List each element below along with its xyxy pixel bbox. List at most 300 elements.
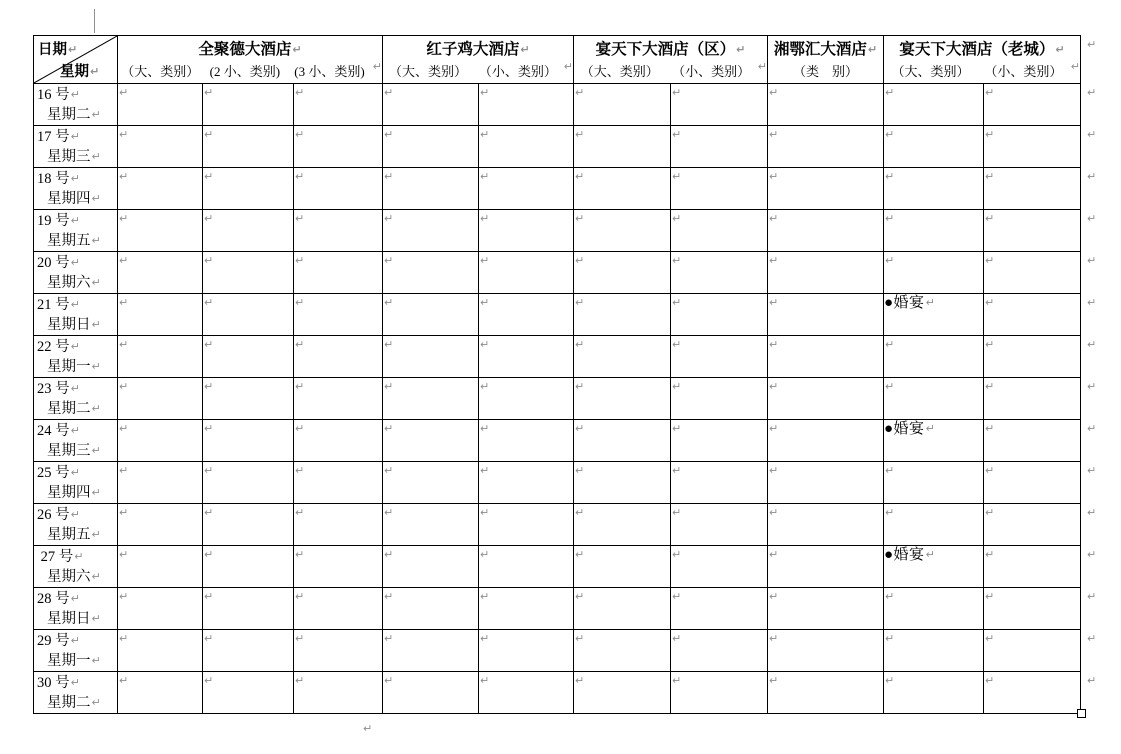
empty-booking-cell[interactable] xyxy=(768,630,884,672)
empty-booking-cell[interactable] xyxy=(671,504,768,546)
empty-booking-cell[interactable] xyxy=(984,420,1081,462)
paragraph-mark-icon: ↵ xyxy=(885,590,895,603)
paragraph-mark-icon: ↵ xyxy=(204,506,214,519)
paragraph-mark-icon: ↵ xyxy=(70,676,80,689)
empty-booking-cell[interactable] xyxy=(203,294,294,336)
empty-booking-cell[interactable] xyxy=(671,336,768,378)
empty-booking-cell[interactable] xyxy=(768,210,884,252)
empty-booking-cell[interactable] xyxy=(294,588,383,630)
empty-booking-cell[interactable] xyxy=(984,294,1081,336)
paragraph-mark-icon: ↵ xyxy=(295,338,305,351)
empty-booking-cell[interactable] xyxy=(294,462,383,504)
empty-booking-cell[interactable] xyxy=(671,420,768,462)
empty-booking-cell[interactable] xyxy=(294,84,383,126)
empty-booking-cell[interactable] xyxy=(574,588,671,630)
empty-booking-cell[interactable] xyxy=(203,210,294,252)
empty-booking-cell[interactable] xyxy=(118,462,203,504)
subcategory-label: （小、类别） xyxy=(672,64,751,79)
paragraph-mark-icon: ↵ xyxy=(295,464,305,477)
weekday-label: 星期二↵ xyxy=(47,695,101,711)
empty-booking-cell[interactable] xyxy=(118,84,203,126)
empty-booking-cell[interactable] xyxy=(294,378,383,420)
empty-booking-cell[interactable] xyxy=(203,84,294,126)
paragraph-mark-icon: ↵ xyxy=(119,506,129,519)
paragraph-mark-icon: ↵ xyxy=(769,170,779,183)
empty-booking-cell[interactable] xyxy=(768,84,884,126)
paragraph-mark-icon: ↵ xyxy=(769,422,779,435)
empty-booking-cell[interactable] xyxy=(768,420,884,462)
paragraph-mark-icon: ↵ xyxy=(480,548,490,561)
empty-booking-cell[interactable] xyxy=(294,294,383,336)
empty-booking-cell[interactable] xyxy=(203,546,294,588)
paragraph-mark-icon: ↵ xyxy=(204,338,214,351)
paragraph-mark-icon: ↵ xyxy=(295,380,305,393)
empty-booking-cell[interactable] xyxy=(984,546,1081,588)
schedule-table[interactable] xyxy=(33,35,1111,714)
paragraph-mark-icon: ↵ xyxy=(925,548,935,561)
paragraph-mark-icon: ↵ xyxy=(480,254,490,267)
paragraph-mark-icon: ↵ xyxy=(204,548,214,561)
empty-booking-cell[interactable] xyxy=(294,546,383,588)
empty-booking-cell[interactable] xyxy=(984,126,1081,168)
paragraph-mark-icon: ↵ xyxy=(1087,421,1097,435)
date-cell[interactable] xyxy=(34,588,118,630)
weekday-label: 星期五↵ xyxy=(47,233,101,249)
empty-booking-cell[interactable] xyxy=(671,210,768,252)
empty-booking-cell[interactable] xyxy=(479,462,574,504)
empty-booking-cell[interactable] xyxy=(479,504,574,546)
end-of-row-mark xyxy=(1081,630,1111,672)
paragraph-mark-icon: ↵ xyxy=(1087,37,1097,51)
paragraph-mark-icon: ↵ xyxy=(985,86,995,99)
paragraph-mark-icon: ↵ xyxy=(885,128,895,141)
paragraph-mark-icon: ↵ xyxy=(769,548,779,561)
empty-booking-cell[interactable] xyxy=(118,168,203,210)
empty-booking-cell[interactable] xyxy=(574,378,671,420)
empty-booking-cell[interactable] xyxy=(671,126,768,168)
empty-booking-cell[interactable] xyxy=(768,588,884,630)
empty-booking-cell[interactable] xyxy=(574,84,671,126)
empty-booking-cell[interactable] xyxy=(884,252,984,294)
empty-booking-cell[interactable] xyxy=(884,462,984,504)
hotel-name: 宴天下大酒店（老城）↵ xyxy=(899,41,1065,58)
paragraph-mark-icon: ↵ xyxy=(295,296,305,309)
paragraph-mark-icon: ↵ xyxy=(91,360,101,373)
empty-booking-cell[interactable] xyxy=(884,672,984,714)
hotel-header-2[interactable] xyxy=(383,36,574,84)
hotel-header-4[interactable] xyxy=(768,36,884,84)
empty-booking-cell[interactable] xyxy=(671,294,768,336)
empty-booking-cell[interactable] xyxy=(383,252,479,294)
date-label: 18 号↵ xyxy=(37,171,80,187)
empty-booking-cell[interactable] xyxy=(984,504,1081,546)
weekday-label: 星期二↵ xyxy=(47,107,101,123)
paragraph-mark-icon: ↵ xyxy=(885,506,895,519)
paragraph-mark-icon: ↵ xyxy=(119,590,129,603)
empty-booking-cell[interactable] xyxy=(984,672,1081,714)
empty-booking-cell[interactable] xyxy=(984,588,1081,630)
empty-booking-cell[interactable] xyxy=(118,504,203,546)
empty-booking-cell[interactable] xyxy=(479,126,574,168)
empty-booking-cell[interactable] xyxy=(294,126,383,168)
table-row xyxy=(34,546,1111,588)
hotel-name: 红子鸡大酒店↵ xyxy=(426,41,530,58)
weekday-label: 星期二↵ xyxy=(47,401,101,417)
empty-booking-cell[interactable] xyxy=(118,336,203,378)
empty-booking-cell[interactable] xyxy=(984,630,1081,672)
paragraph-mark-icon: ↵ xyxy=(91,108,101,121)
empty-booking-cell[interactable] xyxy=(294,336,383,378)
weekday-label: 星期三↵ xyxy=(47,149,101,165)
paragraph-mark-icon: ↵ xyxy=(985,170,995,183)
empty-booking-cell[interactable] xyxy=(203,672,294,714)
date-cell[interactable] xyxy=(34,378,118,420)
event-label: ●婚宴 xyxy=(884,421,925,437)
empty-booking-cell[interactable] xyxy=(574,336,671,378)
empty-booking-cell[interactable] xyxy=(574,504,671,546)
paragraph-mark-icon: ↵ xyxy=(575,506,585,519)
paragraph-mark-icon: ↵ xyxy=(204,590,214,603)
table-row xyxy=(34,378,1111,420)
paragraph-mark-icon: ↵ xyxy=(672,506,682,519)
empty-booking-cell[interactable] xyxy=(383,84,479,126)
event-label: ●婚宴 xyxy=(884,295,925,311)
empty-booking-cell[interactable] xyxy=(203,504,294,546)
paragraph-mark-icon: ↵ xyxy=(575,296,585,309)
empty-booking-cell[interactable] xyxy=(574,126,671,168)
paragraph-mark-icon: ↵ xyxy=(985,464,995,477)
empty-booking-cell[interactable] xyxy=(203,420,294,462)
booking-cell[interactable] xyxy=(884,294,984,336)
empty-booking-cell[interactable] xyxy=(294,630,383,672)
paragraph-mark-icon: ↵ xyxy=(204,170,214,183)
empty-booking-cell[interactable] xyxy=(203,126,294,168)
empty-booking-cell[interactable] xyxy=(884,504,984,546)
empty-booking-cell[interactable] xyxy=(984,336,1081,378)
empty-booking-cell[interactable] xyxy=(479,588,574,630)
empty-booking-cell[interactable] xyxy=(574,672,671,714)
hotel-subcategories xyxy=(884,62,1080,82)
paragraph-mark-icon: ↵ xyxy=(204,296,214,309)
date-label: 24 号↵ xyxy=(37,423,80,439)
empty-booking-cell[interactable] xyxy=(383,126,479,168)
empty-booking-cell[interactable] xyxy=(203,378,294,420)
event-label: ●婚宴 xyxy=(884,547,925,563)
empty-booking-cell[interactable] xyxy=(574,252,671,294)
paragraph-mark-icon: ↵ xyxy=(204,632,214,645)
empty-booking-cell[interactable] xyxy=(203,252,294,294)
empty-booking-cell[interactable] xyxy=(294,420,383,462)
empty-booking-cell[interactable] xyxy=(574,210,671,252)
paragraph-mark-icon: ↵ xyxy=(672,86,682,99)
paragraph-mark-icon: ↵ xyxy=(91,150,101,163)
paragraph-mark-icon: ↵ xyxy=(70,298,80,311)
hotel-header-5[interactable] xyxy=(884,36,1081,84)
paragraph-mark-icon: ↵ xyxy=(295,632,305,645)
table-row xyxy=(34,504,1111,546)
paragraph-mark-icon: ↵ xyxy=(204,86,214,99)
paragraph-mark-icon: ↵ xyxy=(575,170,585,183)
empty-booking-cell[interactable] xyxy=(884,126,984,168)
paragraph-mark-icon: ↵ xyxy=(295,506,305,519)
empty-booking-cell[interactable] xyxy=(884,630,984,672)
empty-booking-cell[interactable] xyxy=(294,672,383,714)
empty-booking-cell[interactable] xyxy=(479,168,574,210)
empty-booking-cell[interactable] xyxy=(671,630,768,672)
paragraph-mark-icon: ↵ xyxy=(985,380,995,393)
empty-booking-cell[interactable] xyxy=(118,378,203,420)
empty-booking-cell[interactable] xyxy=(294,210,383,252)
empty-booking-cell[interactable] xyxy=(479,84,574,126)
empty-booking-cell[interactable] xyxy=(884,378,984,420)
empty-booking-cell[interactable] xyxy=(118,546,203,588)
date-cell[interactable] xyxy=(34,168,118,210)
paragraph-mark-icon: ↵ xyxy=(91,528,101,541)
empty-booking-cell[interactable] xyxy=(574,546,671,588)
empty-booking-cell[interactable] xyxy=(203,168,294,210)
date-label: 16 号↵ xyxy=(37,87,80,103)
paragraph-mark-icon: ↵ xyxy=(91,654,101,667)
empty-booking-cell[interactable] xyxy=(479,630,574,672)
empty-booking-cell[interactable] xyxy=(768,546,884,588)
empty-booking-cell[interactable] xyxy=(383,294,479,336)
empty-booking-cell[interactable] xyxy=(118,672,203,714)
table-row xyxy=(34,630,1111,672)
end-of-row-mark xyxy=(1081,546,1111,588)
empty-booking-cell[interactable] xyxy=(671,378,768,420)
date-cell[interactable] xyxy=(34,336,118,378)
empty-booking-cell[interactable] xyxy=(203,336,294,378)
date-cell[interactable] xyxy=(34,462,118,504)
paragraph-mark-icon: ↵ xyxy=(885,674,895,687)
paragraph-mark-icon: ↵ xyxy=(70,88,80,101)
paragraph-mark-icon: ↵ xyxy=(769,506,779,519)
paragraph-mark-icon: ↵ xyxy=(1087,169,1097,183)
empty-booking-cell[interactable] xyxy=(203,588,294,630)
paragraph-mark-icon: ↵ xyxy=(575,128,585,141)
empty-booking-cell[interactable] xyxy=(118,210,203,252)
empty-booking-cell[interactable] xyxy=(671,168,768,210)
date-cell[interactable] xyxy=(34,546,118,588)
empty-booking-cell[interactable] xyxy=(479,420,574,462)
end-of-row-mark xyxy=(1081,126,1111,168)
paragraph-mark-icon: ↵ xyxy=(119,86,129,99)
empty-booking-cell[interactable] xyxy=(574,420,671,462)
empty-booking-cell[interactable] xyxy=(574,294,671,336)
empty-booking-cell[interactable] xyxy=(884,588,984,630)
date-label: 29 号↵ xyxy=(37,633,80,649)
empty-booking-cell[interactable] xyxy=(383,168,479,210)
empty-booking-cell[interactable] xyxy=(768,504,884,546)
date-cell[interactable] xyxy=(34,252,118,294)
empty-booking-cell[interactable] xyxy=(479,672,574,714)
paragraph-mark-icon: ↵ xyxy=(1087,379,1097,393)
empty-booking-cell[interactable] xyxy=(118,252,203,294)
empty-booking-cell[interactable] xyxy=(768,378,884,420)
empty-booking-cell[interactable] xyxy=(383,588,479,630)
paragraph-mark-icon: ↵ xyxy=(480,464,490,477)
date-cell[interactable] xyxy=(34,504,118,546)
date-label: 26 号↵ xyxy=(37,507,80,523)
empty-booking-cell[interactable] xyxy=(383,336,479,378)
weekday-label: 星期三↵ xyxy=(47,443,101,459)
date-cell[interactable] xyxy=(34,210,118,252)
empty-booking-cell[interactable] xyxy=(884,336,984,378)
empty-booking-cell[interactable] xyxy=(383,504,479,546)
paragraph-mark-icon: ↵ xyxy=(91,318,101,331)
end-of-row-mark xyxy=(1081,462,1111,504)
hotel-subcategories xyxy=(574,62,767,82)
empty-booking-cell[interactable] xyxy=(574,462,671,504)
empty-booking-cell[interactable] xyxy=(294,504,383,546)
weekday-label: 星期一↵ xyxy=(47,359,101,375)
hotel-header-3[interactable] xyxy=(574,36,768,84)
empty-booking-cell[interactable] xyxy=(768,126,884,168)
table-resize-handle[interactable] xyxy=(1077,709,1086,718)
empty-booking-cell[interactable] xyxy=(768,462,884,504)
empty-booking-cell[interactable] xyxy=(984,378,1081,420)
empty-booking-cell[interactable] xyxy=(884,84,984,126)
empty-booking-cell[interactable] xyxy=(884,168,984,210)
paragraph-mark-icon: ↵ xyxy=(70,466,80,479)
date-cell[interactable] xyxy=(34,84,118,126)
date-cell[interactable] xyxy=(34,126,118,168)
empty-booking-cell[interactable] xyxy=(671,84,768,126)
paragraph-mark-icon: ↵ xyxy=(292,43,302,56)
paragraph-mark-icon: ↵ xyxy=(119,632,129,645)
paragraph-mark-icon: ↵ xyxy=(575,632,585,645)
empty-booking-cell[interactable] xyxy=(294,252,383,294)
empty-booking-cell[interactable] xyxy=(768,252,884,294)
empty-booking-cell[interactable] xyxy=(479,252,574,294)
hotel-header-1[interactable] xyxy=(118,36,383,84)
empty-booking-cell[interactable] xyxy=(118,420,203,462)
empty-booking-cell[interactable] xyxy=(203,462,294,504)
empty-booking-cell[interactable] xyxy=(479,546,574,588)
paragraph-mark-icon: ↵ xyxy=(575,422,585,435)
date-cell[interactable] xyxy=(34,294,118,336)
booking-cell[interactable] xyxy=(884,420,984,462)
empty-booking-cell[interactable] xyxy=(383,210,479,252)
table-row xyxy=(34,588,1111,630)
weekday-label: 星期六↵ xyxy=(47,569,101,585)
paragraph-mark-icon: ↵ xyxy=(480,632,490,645)
paragraph-mark-icon: ↵ xyxy=(119,128,129,141)
empty-booking-cell[interactable] xyxy=(768,672,884,714)
empty-booking-cell[interactable] xyxy=(479,210,574,252)
paragraph-mark-icon: ↵ xyxy=(1087,253,1097,267)
empty-booking-cell[interactable] xyxy=(479,294,574,336)
paragraph-mark-icon: ↵ xyxy=(204,380,214,393)
empty-booking-cell[interactable] xyxy=(118,588,203,630)
paragraph-mark-icon: ↵ xyxy=(204,674,214,687)
empty-booking-cell[interactable] xyxy=(383,462,479,504)
empty-booking-cell[interactable] xyxy=(383,672,479,714)
empty-booking-cell[interactable] xyxy=(671,672,768,714)
paragraph-mark-icon: ↵ xyxy=(1087,673,1097,687)
paragraph-mark-icon: ↵ xyxy=(1087,211,1097,225)
empty-booking-cell[interactable] xyxy=(768,336,884,378)
paragraph-mark-icon: ↵ xyxy=(295,128,305,141)
hotel-subcategories xyxy=(118,62,382,82)
paragraph-mark-icon: ↵ xyxy=(384,590,394,603)
empty-booking-cell[interactable] xyxy=(768,294,884,336)
empty-booking-cell[interactable] xyxy=(203,630,294,672)
empty-booking-cell[interactable] xyxy=(671,546,768,588)
empty-booking-cell[interactable] xyxy=(383,378,479,420)
empty-booking-cell[interactable] xyxy=(383,546,479,588)
paragraph-mark-icon: ↵ xyxy=(70,592,80,605)
subcategory-label: （类 别） xyxy=(792,64,858,79)
corner-cell[interactable] xyxy=(34,36,118,84)
paragraph-mark-icon: ↵ xyxy=(384,128,394,141)
empty-booking-cell[interactable] xyxy=(118,126,203,168)
hotel-subcategories xyxy=(383,62,573,82)
paragraph-mark-icon: ↵ xyxy=(295,590,305,603)
end-of-row-mark xyxy=(1081,588,1111,630)
paragraph-mark-icon: ↵ xyxy=(119,212,129,225)
empty-booking-cell[interactable] xyxy=(671,252,768,294)
empty-booking-cell[interactable] xyxy=(479,336,574,378)
empty-booking-cell[interactable] xyxy=(884,210,984,252)
empty-booking-cell[interactable] xyxy=(118,294,203,336)
hotel-name: 湘鄂汇大酒店↵ xyxy=(773,41,878,58)
empty-booking-cell[interactable] xyxy=(671,588,768,630)
empty-booking-cell[interactable] xyxy=(574,168,671,210)
paragraph-mark-icon: ↵ xyxy=(384,674,394,687)
booking-cell[interactable] xyxy=(884,546,984,588)
paragraph-mark-icon: ↵ xyxy=(885,212,895,225)
paragraph-mark-icon: ↵ xyxy=(74,550,84,563)
end-of-row-mark xyxy=(1081,294,1111,336)
paragraph-mark-icon: ↵ xyxy=(769,464,779,477)
empty-booking-cell[interactable] xyxy=(294,168,383,210)
empty-booking-cell[interactable] xyxy=(768,168,884,210)
paragraph-mark-icon: ↵ xyxy=(885,380,895,393)
empty-booking-cell[interactable] xyxy=(574,630,671,672)
paragraph-mark-icon: ↵ xyxy=(295,170,305,183)
empty-booking-cell[interactable] xyxy=(984,462,1081,504)
date-cell[interactable] xyxy=(34,420,118,462)
empty-booking-cell[interactable] xyxy=(984,210,1081,252)
date-cell[interactable] xyxy=(34,672,118,714)
empty-booking-cell[interactable] xyxy=(984,84,1081,126)
paragraph-mark-icon: ↵ xyxy=(480,296,490,309)
paragraph-mark-icon: ↵ xyxy=(885,338,895,351)
empty-booking-cell[interactable] xyxy=(984,252,1081,294)
empty-booking-cell[interactable] xyxy=(671,462,768,504)
empty-booking-cell[interactable] xyxy=(383,630,479,672)
paragraph-mark-icon: ↵ xyxy=(672,338,682,351)
paragraph-mark-icon: ↵ xyxy=(90,65,100,78)
paragraph-mark-icon: ↵ xyxy=(985,296,995,309)
empty-booking-cell[interactable] xyxy=(118,630,203,672)
empty-booking-cell[interactable] xyxy=(479,378,574,420)
end-of-row-mark xyxy=(1081,210,1111,252)
subcategory-label: （大、类别） xyxy=(121,64,200,79)
paragraph-mark-icon: ↵ xyxy=(885,86,895,99)
paragraph-mark-icon: ↵ xyxy=(575,380,585,393)
paragraph-mark-icon: ↵ xyxy=(91,276,101,289)
paragraph-mark-icon: ↵ xyxy=(1070,60,1080,73)
paragraph-mark-icon: ↵ xyxy=(575,86,585,99)
paragraph-mark-icon: ↵ xyxy=(672,170,682,183)
empty-booking-cell[interactable] xyxy=(984,168,1081,210)
paragraph-mark-icon: ↵ xyxy=(520,43,530,56)
empty-booking-cell[interactable] xyxy=(383,420,479,462)
date-cell[interactable] xyxy=(34,630,118,672)
table-row xyxy=(34,252,1111,294)
